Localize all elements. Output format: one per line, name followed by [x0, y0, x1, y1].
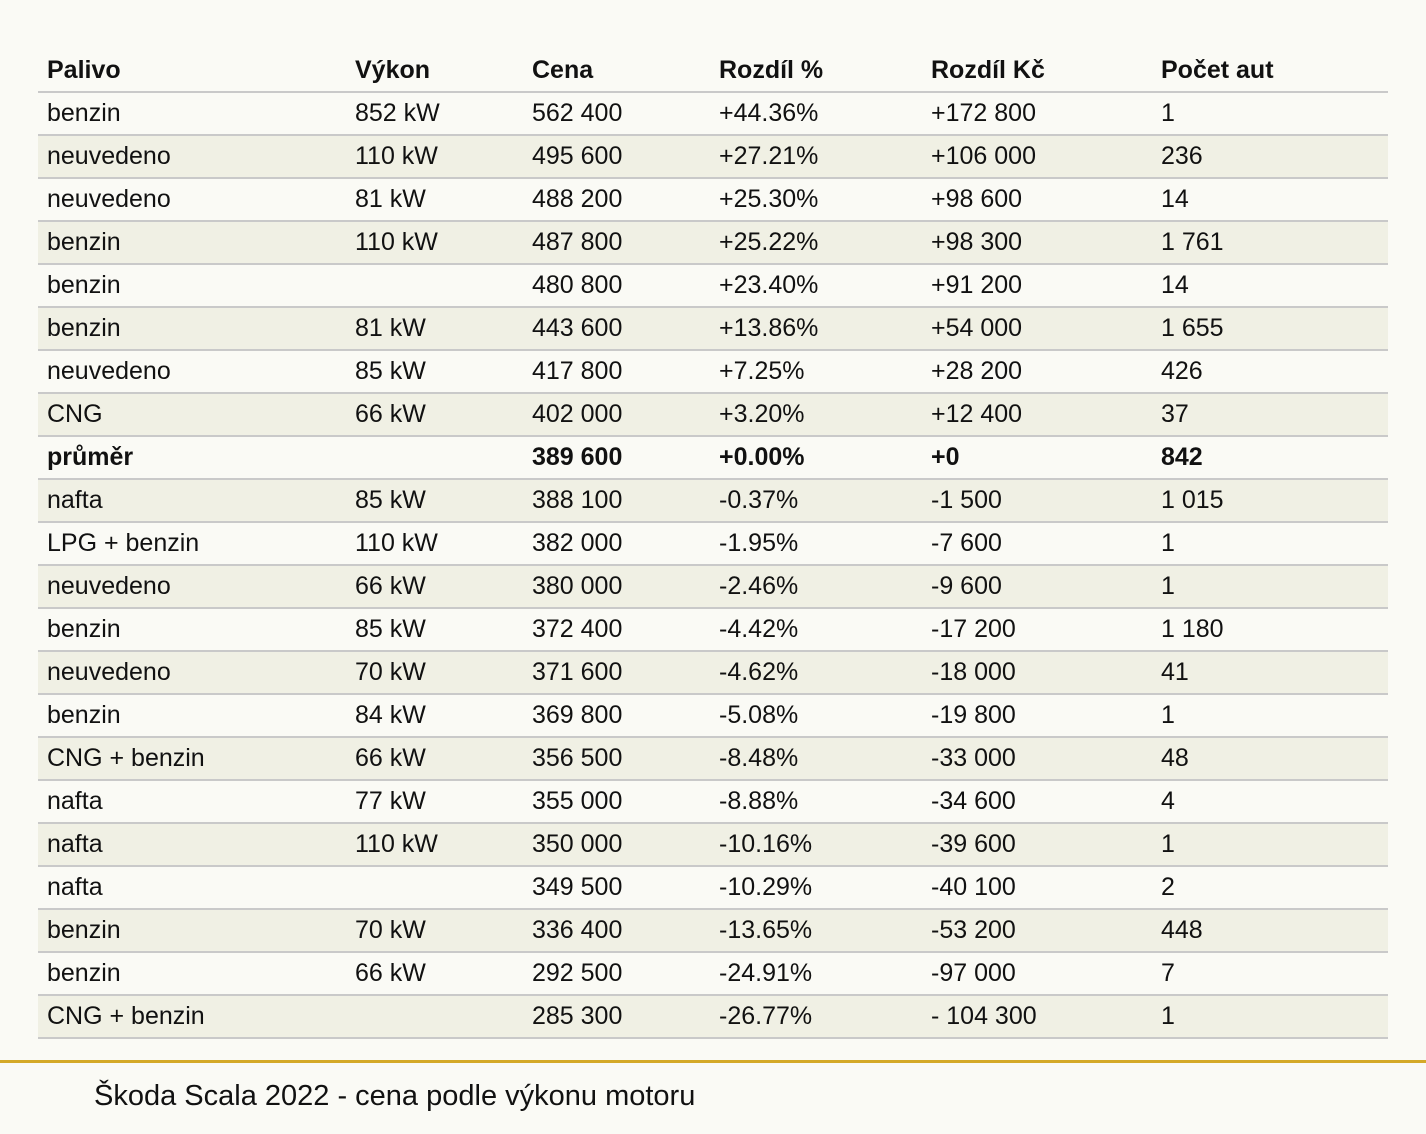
table-body: [38, 92, 1388, 1038]
cell-vykon: 852 kW: [346, 92, 523, 135]
cell-cena: 371 600: [523, 651, 710, 694]
cell-rozdil-kc: +0: [922, 436, 1152, 479]
cell-palivo: nafta: [38, 780, 346, 823]
table-row: [38, 608, 1388, 651]
cell-rozdil-kc: -97 000: [922, 952, 1152, 995]
table-row: [38, 479, 1388, 522]
cell-palivo: CNG + benzin: [38, 737, 346, 780]
cell-rozdil-kc: +28 200: [922, 350, 1152, 393]
cell-rozdil-pct: -8.88%: [710, 780, 922, 823]
cell-palivo: CNG + benzin: [38, 995, 346, 1038]
cell-palivo: benzin: [38, 608, 346, 651]
cell-cena: 417 800: [523, 350, 710, 393]
table-header: [38, 48, 1388, 92]
cell-vykon: 84 kW: [346, 694, 523, 737]
cell-rozdil-kc: - 104 300: [922, 995, 1152, 1038]
cell-cena: 369 800: [523, 694, 710, 737]
header-rozdil-kc: Rozdíl Kč: [922, 48, 1152, 92]
cell-vykon: 85 kW: [346, 350, 523, 393]
cell-rozdil-kc: -19 800: [922, 694, 1152, 737]
cell-vykon: [346, 436, 523, 479]
cell-vykon: 85 kW: [346, 608, 523, 651]
cell-vykon: 77 kW: [346, 780, 523, 823]
header-vykon: Výkon: [346, 48, 523, 92]
cell-cena: 382 000: [523, 522, 710, 565]
cell-rozdil-pct: -26.77%: [710, 995, 922, 1038]
header-pocet: Počet aut: [1152, 48, 1388, 92]
cell-palivo: benzin: [38, 221, 346, 264]
cell-pocet: 236: [1152, 135, 1388, 178]
cell-cena: 402 000: [523, 393, 710, 436]
cell-palivo: nafta: [38, 479, 346, 522]
cell-pocet: 1 761: [1152, 221, 1388, 264]
cell-rozdil-kc: -34 600: [922, 780, 1152, 823]
cell-pocet: 2: [1152, 866, 1388, 909]
cell-rozdil-kc: -33 000: [922, 737, 1152, 780]
table-row: [38, 651, 1388, 694]
cell-rozdil-pct: +44.36%: [710, 92, 922, 135]
cell-cena: 562 400: [523, 92, 710, 135]
cell-rozdil-pct: +3.20%: [710, 393, 922, 436]
cell-rozdil-kc: +172 800: [922, 92, 1152, 135]
cell-vykon: [346, 995, 523, 1038]
cell-pocet: 1: [1152, 995, 1388, 1038]
table-row: [38, 995, 1388, 1038]
table-row: [38, 135, 1388, 178]
cell-palivo: neuvedeno: [38, 565, 346, 608]
cell-vykon: 70 kW: [346, 909, 523, 952]
cell-palivo: CNG: [38, 393, 346, 436]
cell-pocet: 14: [1152, 264, 1388, 307]
cell-pocet: 1: [1152, 565, 1388, 608]
cell-vykon: 110 kW: [346, 221, 523, 264]
cell-palivo: neuvedeno: [38, 178, 346, 221]
table-row: [38, 393, 1388, 436]
cell-palivo: nafta: [38, 823, 346, 866]
cell-rozdil-pct: +27.21%: [710, 135, 922, 178]
cell-pocet: 1: [1152, 823, 1388, 866]
table-row: [38, 307, 1388, 350]
cell-pocet: 1 180: [1152, 608, 1388, 651]
cell-rozdil-pct: +7.25%: [710, 350, 922, 393]
cell-pocet: 448: [1152, 909, 1388, 952]
cell-cena: 389 600: [523, 436, 710, 479]
cell-cena: 388 100: [523, 479, 710, 522]
cell-palivo: nafta: [38, 866, 346, 909]
cell-rozdil-kc: +98 300: [922, 221, 1152, 264]
cell-rozdil-pct: +13.86%: [710, 307, 922, 350]
cell-vykon: 110 kW: [346, 823, 523, 866]
cell-vykon: 70 kW: [346, 651, 523, 694]
cell-cena: 488 200: [523, 178, 710, 221]
table-row: [38, 264, 1388, 307]
table-caption: Škoda Scala 2022 - cena podle výkonu motoru: [94, 1080, 696, 1112]
header-row: [38, 48, 1388, 92]
cell-vykon: 66 kW: [346, 952, 523, 995]
cell-cena: 292 500: [523, 952, 710, 995]
cell-palivo: neuvedeno: [38, 135, 346, 178]
table-row: [38, 178, 1388, 221]
header-palivo: Palivo: [38, 48, 346, 92]
cell-pocet: 37: [1152, 393, 1388, 436]
table-row: [38, 694, 1388, 737]
cell-rozdil-pct: -24.91%: [710, 952, 922, 995]
table-row: [38, 737, 1388, 780]
cell-rozdil-pct: -10.16%: [710, 823, 922, 866]
cell-palivo: benzin: [38, 909, 346, 952]
cell-vykon: 81 kW: [346, 178, 523, 221]
cell-rozdil-kc: +98 600: [922, 178, 1152, 221]
cell-vykon: [346, 264, 523, 307]
cell-pocet: 1: [1152, 92, 1388, 135]
cell-palivo: LPG + benzin: [38, 522, 346, 565]
cell-vykon: 66 kW: [346, 393, 523, 436]
table-row: [38, 221, 1388, 264]
cell-cena: 480 800: [523, 264, 710, 307]
cell-rozdil-kc: -39 600: [922, 823, 1152, 866]
cell-vykon: 66 kW: [346, 737, 523, 780]
table-row: [38, 780, 1388, 823]
cell-palivo: benzin: [38, 264, 346, 307]
cell-rozdil-pct: +25.30%: [710, 178, 922, 221]
cell-palivo: neuvedeno: [38, 350, 346, 393]
cell-rozdil-pct: -2.46%: [710, 565, 922, 608]
table-row: [38, 565, 1388, 608]
cell-rozdil-kc: -9 600: [922, 565, 1152, 608]
cell-cena: 495 600: [523, 135, 710, 178]
cell-rozdil-kc: -1 500: [922, 479, 1152, 522]
cell-pocet: 426: [1152, 350, 1388, 393]
cell-cena: 350 000: [523, 823, 710, 866]
cell-palivo: benzin: [38, 92, 346, 135]
cell-rozdil-pct: -13.65%: [710, 909, 922, 952]
cell-rozdil-kc: -17 200: [922, 608, 1152, 651]
cell-cena: 487 800: [523, 221, 710, 264]
cell-vykon: 81 kW: [346, 307, 523, 350]
cell-rozdil-pct: -4.42%: [710, 608, 922, 651]
table-row: [38, 866, 1388, 909]
cell-pocet: 1: [1152, 522, 1388, 565]
cell-pocet: 1 655: [1152, 307, 1388, 350]
cell-rozdil-kc: -53 200: [922, 909, 1152, 952]
cell-cena: 380 000: [523, 565, 710, 608]
table-row: [38, 909, 1388, 952]
cell-cena: 355 000: [523, 780, 710, 823]
cell-vykon: 110 kW: [346, 522, 523, 565]
cell-rozdil-kc: -40 100: [922, 866, 1152, 909]
cell-pocet: 1: [1152, 694, 1388, 737]
cell-pocet: 1 015: [1152, 479, 1388, 522]
cell-cena: 356 500: [523, 737, 710, 780]
table-row: [38, 436, 1388, 479]
table-row: [38, 952, 1388, 995]
cell-rozdil-kc: -18 000: [922, 651, 1152, 694]
cell-pocet: 7: [1152, 952, 1388, 995]
cell-rozdil-kc: +12 400: [922, 393, 1152, 436]
cell-pocet: 4: [1152, 780, 1388, 823]
cell-rozdil-pct: -1.95%: [710, 522, 922, 565]
cell-rozdil-pct: +23.40%: [710, 264, 922, 307]
cell-pocet: 842: [1152, 436, 1388, 479]
cell-rozdil-pct: +25.22%: [710, 221, 922, 264]
cell-pocet: 14: [1152, 178, 1388, 221]
cell-palivo: průměr: [38, 436, 346, 479]
table-row: [38, 522, 1388, 565]
cell-cena: 349 500: [523, 866, 710, 909]
cell-cena: 372 400: [523, 608, 710, 651]
cell-rozdil-kc: +91 200: [922, 264, 1152, 307]
table-row: [38, 823, 1388, 866]
cell-rozdil-kc: -7 600: [922, 522, 1152, 565]
cell-cena: 336 400: [523, 909, 710, 952]
price-table-container: [38, 48, 1388, 1039]
cell-vykon: 66 kW: [346, 565, 523, 608]
cell-vykon: [346, 866, 523, 909]
cell-cena: 443 600: [523, 307, 710, 350]
cell-palivo: benzin: [38, 952, 346, 995]
footer-divider: [0, 1060, 1426, 1063]
cell-palivo: neuvedeno: [38, 651, 346, 694]
table-row: [38, 350, 1388, 393]
cell-rozdil-pct: -5.08%: [710, 694, 922, 737]
cell-rozdil-pct: +0.00%: [710, 436, 922, 479]
cell-vykon: 110 kW: [346, 135, 523, 178]
cell-pocet: 41: [1152, 651, 1388, 694]
cell-rozdil-pct: -8.48%: [710, 737, 922, 780]
cell-rozdil-pct: -0.37%: [710, 479, 922, 522]
table-row: [38, 92, 1388, 135]
cell-rozdil-kc: +54 000: [922, 307, 1152, 350]
cell-rozdil-pct: -4.62%: [710, 651, 922, 694]
cell-palivo: benzin: [38, 307, 346, 350]
header-rozdil-pct: Rozdíl %: [710, 48, 922, 92]
cell-cena: 285 300: [523, 995, 710, 1038]
price-table: [38, 48, 1388, 1039]
header-cena: Cena: [523, 48, 710, 92]
cell-vykon: 85 kW: [346, 479, 523, 522]
cell-palivo: benzin: [38, 694, 346, 737]
cell-rozdil-kc: +106 000: [922, 135, 1152, 178]
cell-rozdil-pct: -10.29%: [710, 866, 922, 909]
cell-pocet: 48: [1152, 737, 1388, 780]
